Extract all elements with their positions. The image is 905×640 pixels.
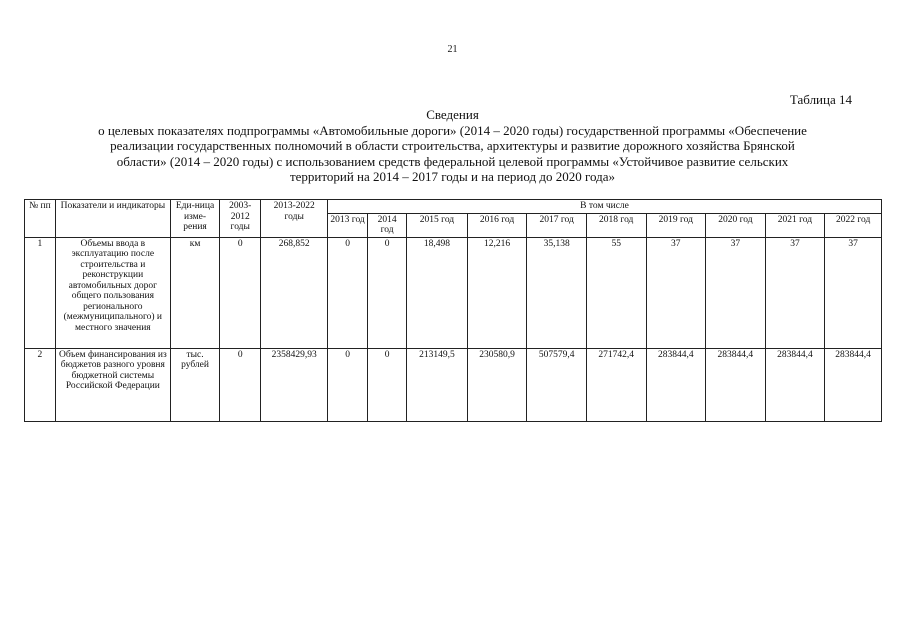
header-year: 2018 год xyxy=(586,213,646,237)
row-year-value: 0 xyxy=(328,237,368,348)
row-year-value: 0 xyxy=(368,348,407,421)
row-year-value: 18,498 xyxy=(407,237,468,348)
header-year: 2022 год xyxy=(825,213,882,237)
row-year-value: 37 xyxy=(825,237,882,348)
row-year-value: 213149,5 xyxy=(407,348,468,421)
row-indicator: Объемы ввода в эксплуатацию после строительства и реконструкции автомобильных дорог общего пользования регионального (межмуниципального) и местного значения xyxy=(55,237,170,348)
header-year: 2014 год xyxy=(368,213,407,237)
header-indicator: Показатели и индикаторы xyxy=(55,200,170,238)
row-2003-2012: 0 xyxy=(220,348,261,421)
heading-title: Сведения xyxy=(426,107,479,122)
table-label: Таблица 14 xyxy=(789,92,852,107)
row-year-value: 283844,4 xyxy=(825,348,882,421)
row-year-value: 37 xyxy=(706,237,766,348)
row-year-value: 283844,4 xyxy=(765,348,825,421)
row-year-value: 55 xyxy=(586,237,646,348)
header-2003-2012: 2003-2012 годы xyxy=(220,200,261,238)
row-2013-2022: 268,852 xyxy=(261,237,328,348)
row-year-value: 35,138 xyxy=(527,237,587,348)
row-year-value: 283844,4 xyxy=(706,348,766,421)
row-num: 2 xyxy=(25,348,56,421)
row-num: 1 xyxy=(25,237,56,348)
row-2003-2012: 0 xyxy=(220,237,261,348)
table-row xyxy=(25,237,882,348)
row-2013-2022: 2358429,93 xyxy=(261,348,328,421)
row-year-value: 37 xyxy=(765,237,825,348)
heading-line: реализации государственных полномочий в области строительства, архитектуры и развитие дорожного хозяйства Брянской xyxy=(110,138,795,153)
row-unit: км xyxy=(170,237,219,348)
header-year: 2019 год xyxy=(646,213,706,237)
header-including: В том числе xyxy=(328,200,882,214)
header-year: 2013 год xyxy=(328,213,368,237)
header-year: 2020 год xyxy=(706,213,766,237)
heading-line: области» (2014 – 2020 годы) с использованием средств федеральной целевой программы «Устойчивое развитие сельских xyxy=(116,153,789,169)
header-num: № пп xyxy=(25,200,56,238)
row-indicator: Объем финансирования из бюджетов разного уровня бюджетной системы Российской Федерации xyxy=(55,348,170,421)
header-row xyxy=(25,200,882,214)
header-year: 2015 год xyxy=(407,213,468,237)
row-year-value: 0 xyxy=(328,348,368,421)
row-year-value: 507579,4 xyxy=(527,348,587,421)
page-number: 21 xyxy=(447,44,458,55)
header-unit: Еди-ница изме-рения xyxy=(170,200,219,238)
row-year-value: 0 xyxy=(368,237,407,348)
header-2013-2022: 2013-2022 годы xyxy=(261,200,328,238)
header-year: 2017 год xyxy=(527,213,587,237)
row-year-value: 283844,4 xyxy=(646,348,706,421)
heading-line: территорий на 2014 – 2017 годы и на период до 2020 года» xyxy=(289,169,616,184)
indicators-table xyxy=(24,199,882,422)
row-year-value: 230580,9 xyxy=(467,348,527,421)
row-unit: тыс. рублей xyxy=(170,348,219,421)
row-year-value: 37 xyxy=(646,237,706,348)
heading-line: о целевых показателях подпрограммы «Автомобильные дороги» (2014 – 2020 годы) государственной программы «Обеспечение xyxy=(98,122,807,138)
row-year-value: 271742,4 xyxy=(586,348,646,421)
row-year-value: 12,216 xyxy=(467,237,527,348)
document-heading xyxy=(40,107,865,185)
table-row xyxy=(25,348,882,421)
header-year: 2021 год xyxy=(765,213,825,237)
header-year: 2016 год xyxy=(467,213,527,237)
